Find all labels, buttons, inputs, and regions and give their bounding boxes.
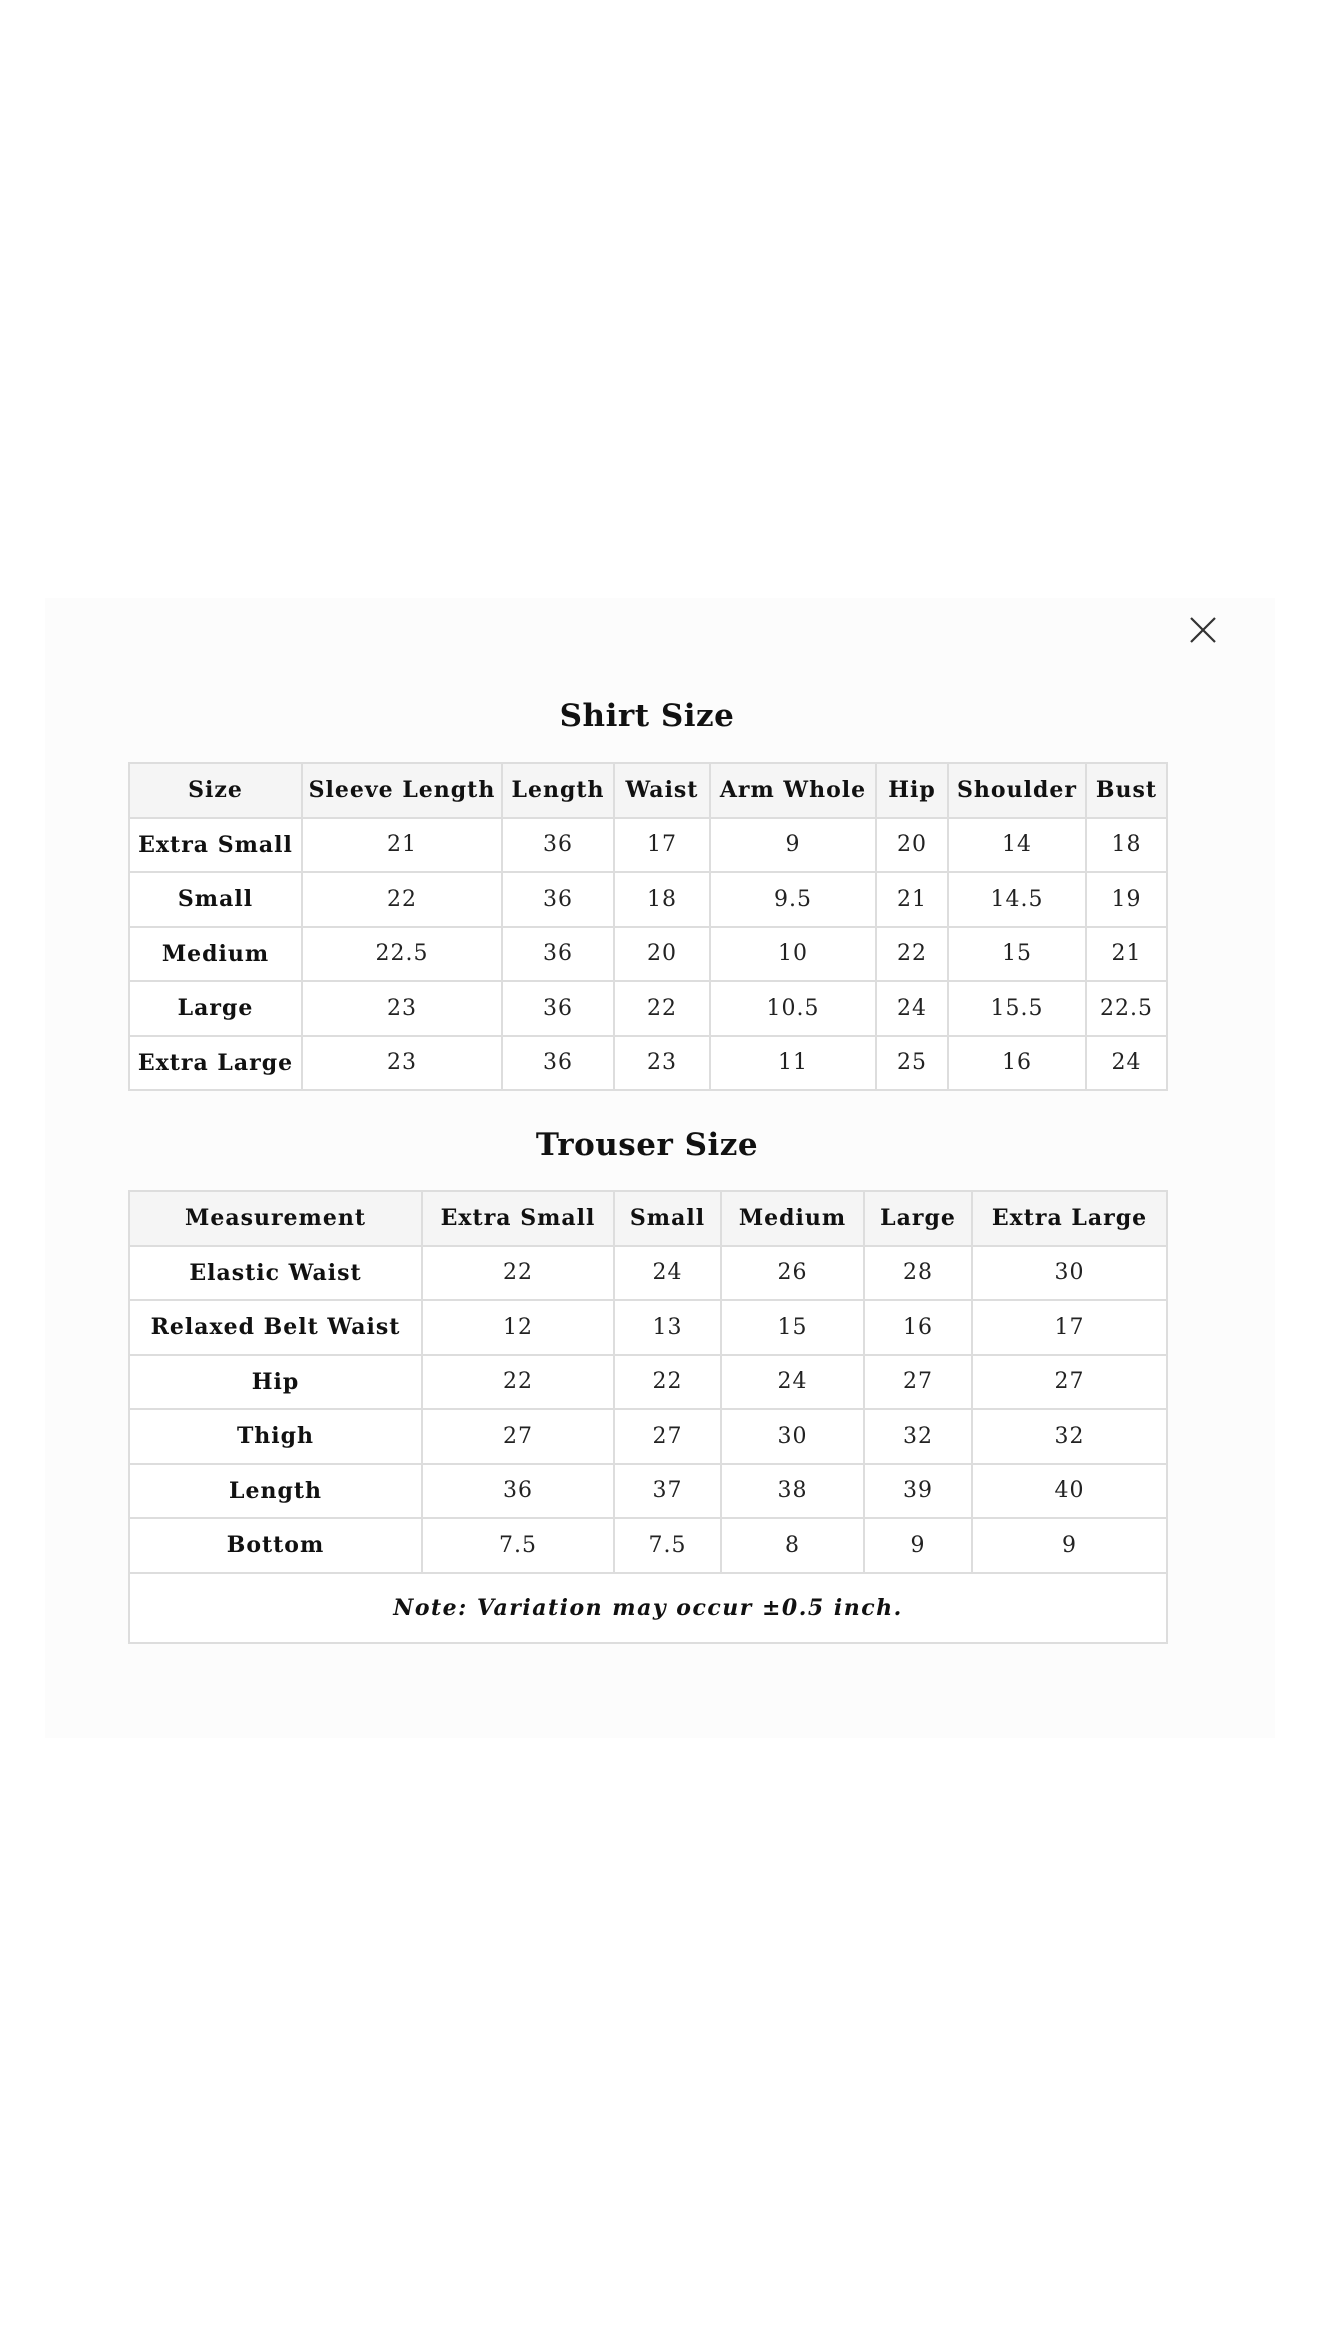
row-header: Elastic Waist	[129, 1246, 422, 1301]
table-cell: 27	[972, 1355, 1167, 1410]
table-cell: 22	[876, 927, 948, 982]
table-cell: 9	[972, 1518, 1167, 1573]
column-header: Measurement	[129, 1191, 422, 1246]
table-cell: 32	[972, 1409, 1167, 1464]
table-cell: 17	[614, 818, 710, 873]
note-label: Note	[393, 1594, 459, 1621]
row-header: Thigh	[129, 1409, 422, 1464]
row-header: Medium	[129, 927, 302, 982]
column-header: Size	[129, 763, 302, 818]
table-cell: 24	[721, 1355, 864, 1410]
table-cell: 36	[502, 1036, 614, 1091]
table-cell: 30	[721, 1409, 864, 1464]
table-cell: 27	[864, 1355, 972, 1410]
table-header-row	[129, 1191, 1167, 1246]
table-cell: 36	[502, 927, 614, 982]
table-cell: 7.5	[614, 1518, 721, 1573]
table-cell: 24	[876, 981, 948, 1036]
table-cell: 32	[864, 1409, 972, 1464]
table-cell: 18	[1086, 818, 1167, 873]
table-cell: 36	[502, 818, 614, 873]
table-cell: 39	[864, 1464, 972, 1519]
table-cell: 15.5	[948, 981, 1086, 1036]
table-cell: 13	[614, 1300, 721, 1355]
table-row	[129, 981, 1167, 1036]
row-header: Bottom	[129, 1518, 422, 1573]
shirt-size-title: Shirt Size	[559, 698, 735, 734]
table-cell: 36	[502, 981, 614, 1036]
table-cell: 25	[876, 1036, 948, 1091]
column-header: Sleeve Length	[302, 763, 502, 818]
table-cell: 18	[614, 872, 710, 927]
table-row	[129, 872, 1167, 927]
table-cell: 38	[721, 1464, 864, 1519]
table-cell: 22	[422, 1246, 614, 1301]
table-cell: 23	[302, 1036, 502, 1091]
table-cell: 27	[422, 1409, 614, 1464]
close-icon	[1185, 612, 1221, 648]
note-text: : Variation may occur ±0.5 inch.	[458, 1594, 903, 1621]
table-cell: 30	[972, 1246, 1167, 1301]
table-cell: 20	[876, 818, 948, 873]
table-cell: 15	[948, 927, 1086, 982]
table-cell: 16	[864, 1300, 972, 1355]
table-cell: 22	[614, 981, 710, 1036]
table-row	[129, 1300, 1167, 1355]
size-note	[129, 1573, 1167, 1643]
table-row	[129, 1036, 1167, 1091]
column-header: Extra Large	[972, 1191, 1167, 1246]
column-header: Shoulder	[948, 763, 1086, 818]
table-cell: 36	[502, 872, 614, 927]
column-header: Medium	[721, 1191, 864, 1246]
table-cell: 27	[614, 1409, 721, 1464]
table-cell: 11	[710, 1036, 876, 1091]
table-cell: 9.5	[710, 872, 876, 927]
table-cell: 9	[864, 1518, 972, 1573]
table-row	[129, 1464, 1167, 1519]
table-cell: 22	[614, 1355, 721, 1410]
table-cell: 14.5	[948, 872, 1086, 927]
row-header: Extra Large	[129, 1036, 302, 1091]
table-cell: 23	[302, 981, 502, 1036]
note-row	[129, 1573, 1167, 1643]
table-cell: 37	[614, 1464, 721, 1519]
table-cell: 17	[972, 1300, 1167, 1355]
table-cell: 9	[710, 818, 876, 873]
row-header: Length	[129, 1464, 422, 1519]
row-header: Large	[129, 981, 302, 1036]
row-header: Relaxed Belt Waist	[129, 1300, 422, 1355]
table-cell: 12	[422, 1300, 614, 1355]
table-cell: 26	[721, 1246, 864, 1301]
table-row	[129, 927, 1167, 982]
table-cell: 19	[1086, 872, 1167, 927]
column-header: Length	[502, 763, 614, 818]
table-cell: 14	[948, 818, 1086, 873]
table-cell: 22.5	[1086, 981, 1167, 1036]
table-cell: 23	[614, 1036, 710, 1091]
column-header: Arm Whole	[710, 763, 876, 818]
table-cell: 7.5	[422, 1518, 614, 1573]
shirt-size-table	[128, 762, 1168, 1091]
row-header: Small	[129, 872, 302, 927]
column-header: Waist	[614, 763, 710, 818]
table-cell: 8	[721, 1518, 864, 1573]
table-cell: 22	[422, 1355, 614, 1410]
column-header: Large	[864, 1191, 972, 1246]
trouser-size-title: Trouser Size	[535, 1127, 759, 1163]
column-header: Bust	[1086, 763, 1167, 818]
table-row	[129, 818, 1167, 873]
column-header: Extra Small	[422, 1191, 614, 1246]
table-cell: 24	[614, 1246, 721, 1301]
table-cell: 28	[864, 1246, 972, 1301]
table-cell: 21	[302, 818, 502, 873]
table-row	[129, 1518, 1167, 1573]
table-cell: 24	[1086, 1036, 1167, 1091]
table-cell: 40	[972, 1464, 1167, 1519]
trouser-size-table	[128, 1190, 1168, 1644]
table-row	[129, 1409, 1167, 1464]
table-header-row	[129, 763, 1167, 818]
table-cell: 36	[422, 1464, 614, 1519]
table-cell: 22	[302, 872, 502, 927]
table-row	[129, 1355, 1167, 1410]
table-cell: 10.5	[710, 981, 876, 1036]
column-header: Small	[614, 1191, 721, 1246]
table-cell: 21	[876, 872, 948, 927]
table-row	[129, 1246, 1167, 1301]
table-cell: 10	[710, 927, 876, 982]
close-button[interactable]	[1185, 612, 1221, 648]
table-cell: 21	[1086, 927, 1167, 982]
row-header: Hip	[129, 1355, 422, 1410]
table-cell: 15	[721, 1300, 864, 1355]
table-cell: 16	[948, 1036, 1086, 1091]
table-cell: 22.5	[302, 927, 502, 982]
column-header: Hip	[876, 763, 948, 818]
table-cell: 20	[614, 927, 710, 982]
row-header: Extra Small	[129, 818, 302, 873]
